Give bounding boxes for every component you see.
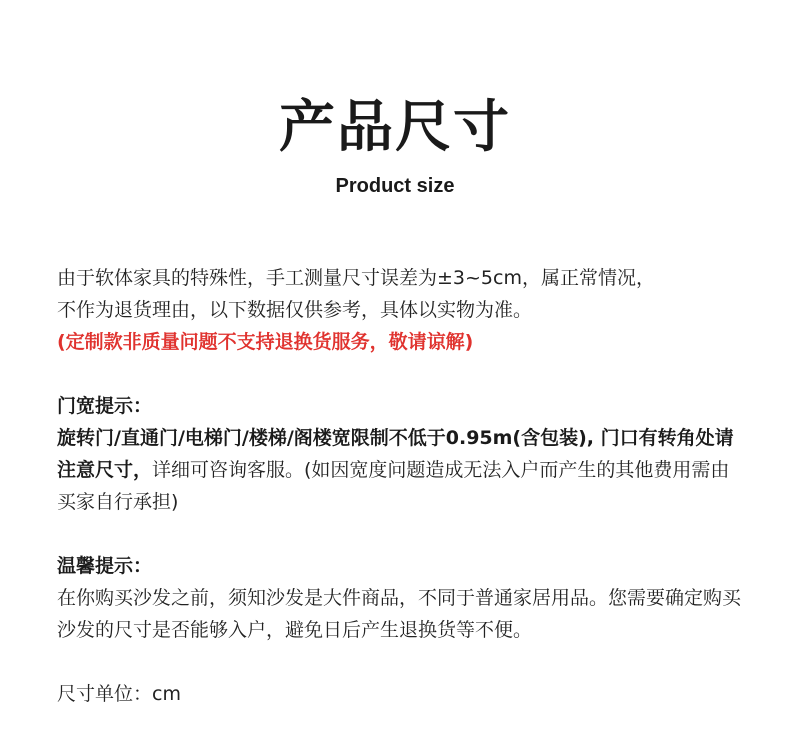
page-subtitle: Product size bbox=[335, 175, 455, 197]
door-width-bold-text: 旋转门/直通门/电梯门/楼梯/阁楼宽限制不低于0.95m(含包装), 门口有转角处请注意尺寸， bbox=[57, 427, 734, 481]
notice-line-2: 不作为退货理由，以下数据仅供参考，具体以实物为准。 bbox=[57, 299, 533, 321]
door-width-normal-text: 详细可咨询客服。(如因宽度问题造成无法入户而产生的其他费用需由买家自行承担) bbox=[57, 459, 730, 513]
spacer bbox=[57, 358, 747, 390]
content-block bbox=[57, 262, 747, 710]
door-width-paragraph bbox=[57, 422, 747, 518]
spacer bbox=[57, 646, 747, 678]
tips-heading: 温馨提示： bbox=[57, 555, 153, 577]
page-title: 产品尺寸 bbox=[279, 95, 511, 160]
tips-paragraph: 在你购买沙发之前，须知沙发是大件商品，不同于普通家居用品。您需要确定购买沙发的尺寸是否能够入户，避免日后产生退换货等不便。 bbox=[57, 587, 742, 641]
spacer bbox=[57, 518, 747, 550]
size-unit: 尺寸单位：cm bbox=[57, 683, 181, 705]
notice-warning: (定制款非质量问题不支持退换货服务，敬请谅解) bbox=[57, 331, 474, 353]
door-width-heading: 门宽提示： bbox=[57, 395, 153, 417]
notice-line-1: 由于软体家具的特殊性，手工测量尺寸误差为±3~5cm，属正常情况， bbox=[57, 267, 655, 289]
